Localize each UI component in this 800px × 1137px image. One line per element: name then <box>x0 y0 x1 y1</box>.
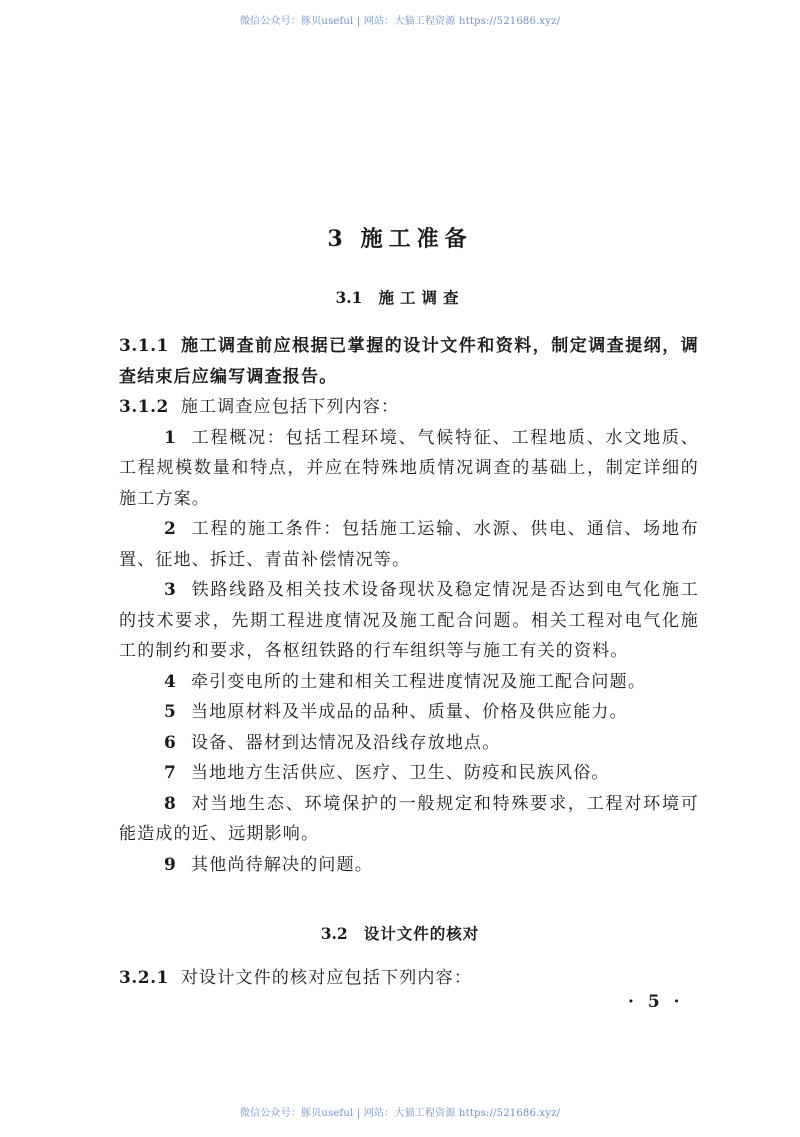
section-title-text: 施工调查 <box>378 288 465 307</box>
chapter-title <box>0 222 800 253</box>
chapter-number: 3 <box>327 226 343 252</box>
item-number: 4 <box>164 671 178 692</box>
clause-3-1-1 <box>119 331 699 392</box>
clause-text: 对设计文件的核对应包括下列内容： <box>180 968 473 988</box>
watermark-bottom: 微信公众号：豚贝useful | 网站：大猫工程资源 https://521686.xyz/ <box>239 1108 561 1119</box>
item-text: 设备、器材到达情况及沿线存放地点。 <box>191 732 501 753</box>
item-text: 工程的施工条件：包括施工运输、水源、供电、通信、场地布置、征地、拆迁、青苗补偿情况等。 <box>119 519 699 570</box>
section-title-3-1 <box>0 286 800 308</box>
section-number: 3.2 <box>320 924 348 943</box>
item-text: 当地地方生活供应、医疗、卫生、防疫和民族风俗。 <box>191 763 610 783</box>
clause-text: 施工调查应包括下列内容： <box>180 397 400 417</box>
item-number: 6 <box>164 732 178 753</box>
list-item <box>119 667 699 698</box>
item-number: 3 <box>164 580 178 600</box>
section-title-text: 设计文件的核对 <box>363 924 480 943</box>
list-item <box>119 850 699 881</box>
list-item <box>119 728 699 759</box>
item-text: 对当地生态、环境保护的一般规定和特殊要求，工程对环境可能造成的近、远期影响。 <box>119 793 699 844</box>
list-item <box>119 575 699 667</box>
item-number: 9 <box>164 854 178 875</box>
section-3-2-body <box>119 963 699 994</box>
item-text: 牵引变电所的土建和相关工程进度情况及施工配合问题。 <box>191 671 647 692</box>
list-item <box>119 758 699 789</box>
watermark-top: 微信公众号：豚贝useful | 网站：大猫工程资源 https://521686.xyz/ <box>239 16 561 27</box>
page-number: · 5 · <box>628 992 684 1012</box>
section-title-3-2 <box>0 922 800 944</box>
clause-number: 3.1.1 <box>119 336 169 356</box>
clause-text: 施工调查前应根据已掌握的设计文件和资料，制定调查提纲，调查结束后应编写调查报告。 <box>119 336 699 387</box>
item-text: 其他尚待解决的问题。 <box>191 854 374 875</box>
clause-number: 3.2.1 <box>119 968 169 988</box>
list-item <box>119 789 699 850</box>
item-number: 7 <box>164 763 178 783</box>
item-number: 1 <box>164 427 178 448</box>
list-item <box>119 514 699 575</box>
item-text: 当地原材料及半成品的品种、质量、价格及供应能力。 <box>191 702 628 722</box>
clause-number: 3.1.2 <box>119 397 169 417</box>
chapter-title-text: 施工准备 <box>360 226 473 252</box>
item-number: 5 <box>164 702 178 722</box>
item-number: 8 <box>164 793 178 814</box>
item-number: 2 <box>164 519 178 539</box>
section-3-1-body <box>119 331 699 880</box>
list-item <box>119 697 699 728</box>
item-text: 铁路线路及相关技术设备现状及稳定情况是否达到电气化施工的技术要求，先期工程进度情况及施工配合问题。相关工程对电气化施工的制约和要求，各枢纽铁路的行车组织等与施工有关的资料。 <box>119 580 699 661</box>
clause-3-1-2 <box>119 392 699 423</box>
item-text: 工程概况：包括工程环境、气候特征、工程地质、水文地质、工程规模数量和特点，并应在特殊地质情况调查的基础上，制定详细的施工方案。 <box>119 427 699 509</box>
list-item <box>119 423 699 515</box>
clause-3-2-1 <box>119 963 699 994</box>
section-number: 3.1 <box>335 288 363 307</box>
